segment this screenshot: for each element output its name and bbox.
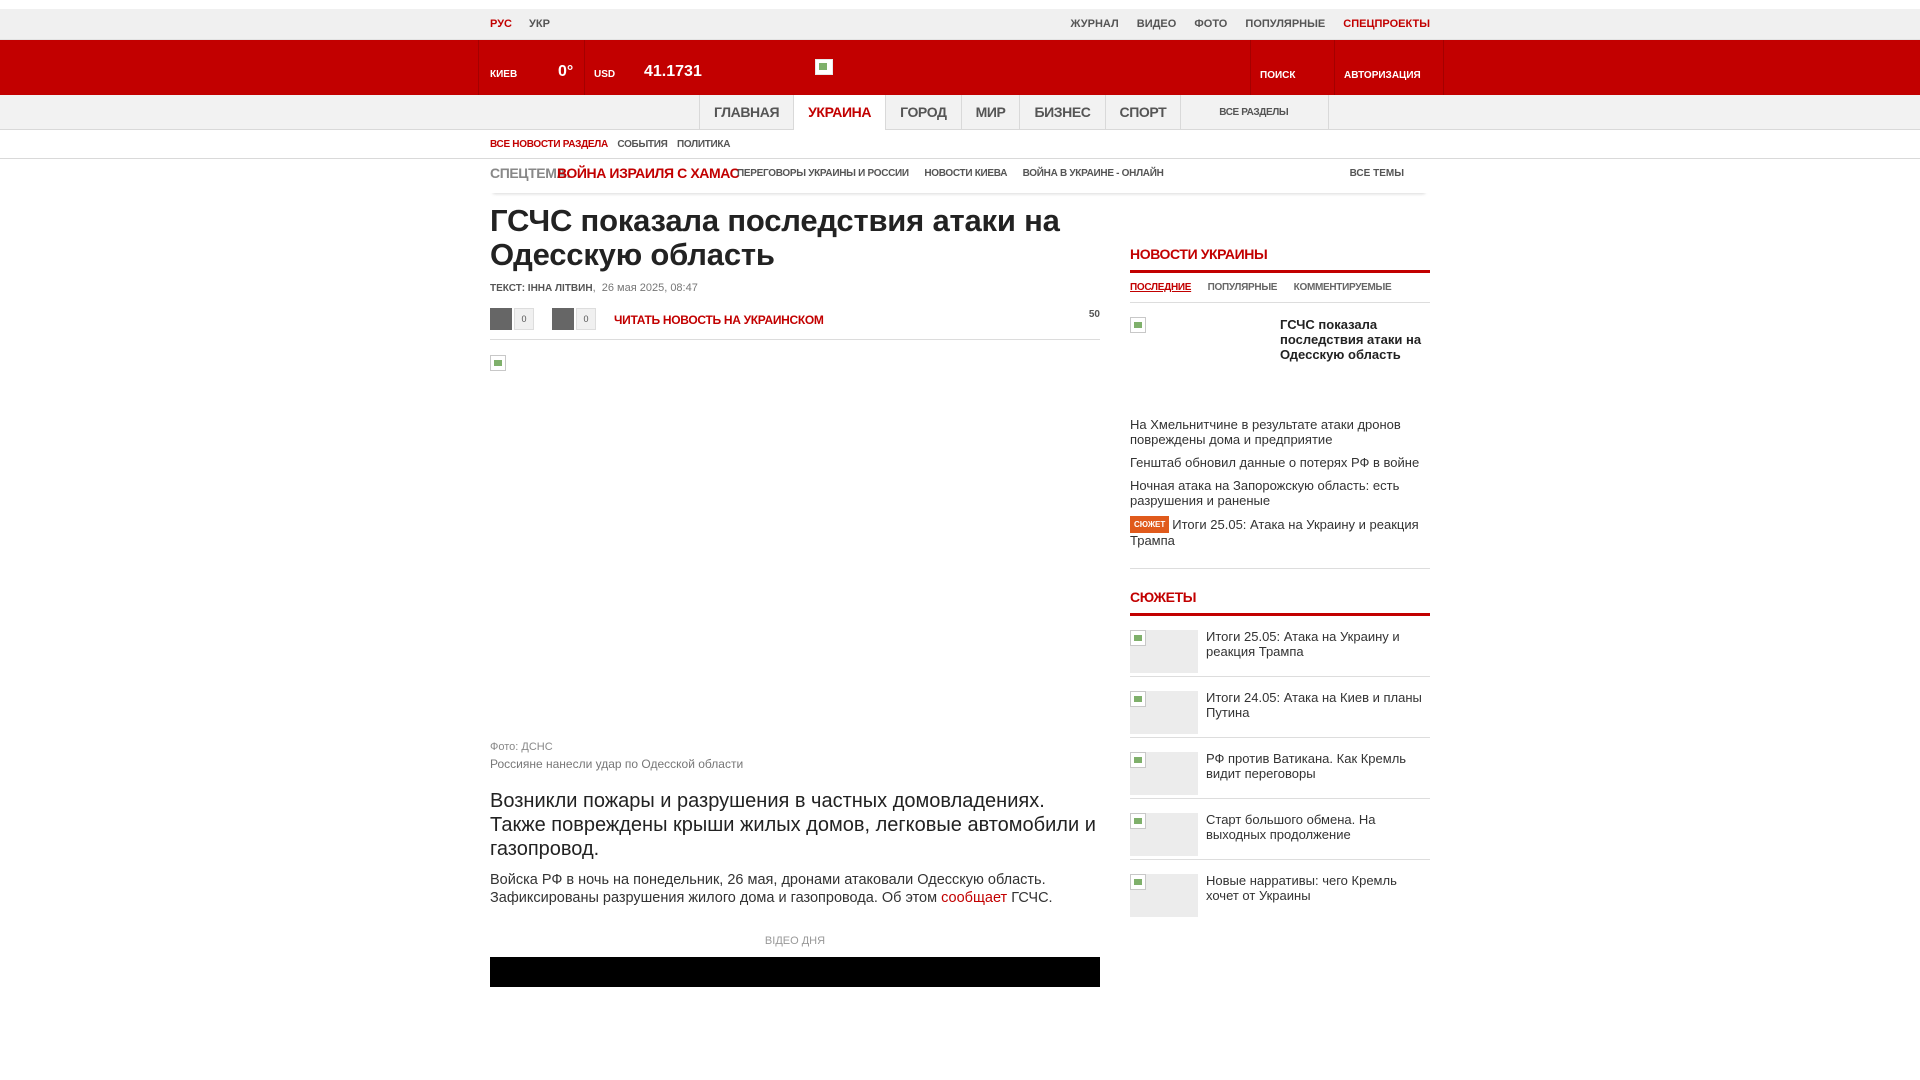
search-button[interactable]: ПОИСК [1260, 70, 1296, 81]
special-topic-main[interactable]: ВОЙНА ИЗРАИЛЯ С ХАМАС [557, 165, 740, 181]
header [0, 40, 1920, 95]
source-link[interactable]: сообщает [941, 890, 1008, 906]
top-link-photo[interactable]: ФОТО [1194, 18, 1228, 30]
nav-item-sport[interactable]: СПОРТ [1105, 95, 1181, 130]
list-item[interactable] [1130, 516, 1430, 548]
top-link-popular[interactable]: ПОПУЛЯРНЫЕ [1245, 18, 1326, 30]
subnav-all-news[interactable]: ВСЕ НОВОСТИ РАЗДЕЛА [490, 139, 608, 150]
special-topics-bar [490, 163, 1428, 193]
broken-image-icon [1130, 317, 1146, 333]
article-author[interactable]: ТЕКСТ: ІННА ЛІТВИН [490, 283, 593, 294]
share-count: 0 [514, 308, 534, 330]
sidebar-news-title[interactable]: НОВОСТИ УКРАИНЫ [1130, 246, 1430, 273]
top-link-special-projects[interactable]: СПЕЦПРОЕКТЫ [1343, 18, 1430, 30]
currency-code[interactable]: USD [594, 69, 616, 80]
list-item[interactable]: Генштаб обновил данные о потерях РФ в войне [1130, 455, 1420, 470]
nav-item-all-sections[interactable]: ВСЕ РАЗДЕЛЫ [1180, 95, 1329, 130]
list-item[interactable]: Ночная атака на Запорожскую область: есть разрушения и раненые [1130, 478, 1400, 508]
top-links [1056, 18, 1430, 30]
article-actions [490, 308, 1100, 340]
currency-rate: 41.1731 [644, 63, 702, 80]
news-tabs [1130, 282, 1430, 303]
site-logo-icon[interactable] [815, 59, 833, 75]
story-title[interactable]: Итоги 25.05: Атака на Украину и реакция Трампа [1206, 629, 1400, 659]
top-bar [0, 9, 1920, 40]
news-list [1130, 417, 1430, 548]
broken-image-icon [490, 355, 506, 371]
header-divider [1250, 40, 1251, 95]
nav-item-main[interactable]: ГЛАВНАЯ [699, 95, 793, 130]
story-thumbnail[interactable] [1130, 752, 1198, 795]
subnav-politics[interactable]: ПОЛИТИКА [677, 139, 731, 150]
read-in-ukrainian-link[interactable]: ЧИТАТЬ НОВОСТЬ НА УКРАИНСКОМ [614, 313, 824, 327]
main-nav [0, 95, 1920, 130]
broken-image-icon [1130, 691, 1146, 707]
telegram-icon[interactable] [552, 308, 574, 330]
story-thumbnail[interactable] [1130, 630, 1198, 673]
body-text: ГСЧС. [1007, 890, 1053, 906]
share-count: 0 [576, 308, 596, 330]
story-thumbnail[interactable] [1130, 691, 1198, 734]
top-link-journal[interactable]: ЖУРНАЛ [1070, 18, 1119, 30]
all-topics-link[interactable]: ВСЕ ТЕМЫ [1349, 168, 1404, 179]
facebook-icon[interactable] [490, 308, 512, 330]
share-telegram[interactable] [552, 308, 596, 330]
header-divider [1443, 40, 1444, 95]
top-link-video[interactable]: ВИДЕО [1136, 18, 1177, 30]
sidebar-stories-title[interactable]: СЮЖЕТЫ [1130, 589, 1430, 616]
broken-image-icon [1130, 630, 1146, 646]
article-photo [490, 355, 1100, 745]
share-facebook[interactable] [490, 308, 534, 330]
tab-popular[interactable]: ПОПУЛЯРНЫЕ [1207, 282, 1278, 293]
broken-image-icon [1130, 813, 1146, 829]
article-lead: Возникли пожары и разрушения в частных домовладениях. Также повреждены крыши жилых домов, легковые автомобили и газопровод. [490, 790, 1096, 860]
article-title: ГСЧС показала последствия атаки на Одесскую область [490, 203, 1060, 272]
video-player[interactable] [490, 957, 1100, 987]
story-title[interactable]: Итоги 24.05: Атака на Киев и планы Путина [1206, 690, 1422, 720]
header-divider [584, 40, 585, 95]
photo-caption: Россияне нанесли удар по Одесской области [490, 757, 744, 771]
section-subnav [0, 131, 1920, 159]
article-body [490, 871, 1100, 907]
sidebar [1130, 246, 1430, 921]
header-divider [1334, 40, 1335, 95]
top-news-item[interactable] [1130, 317, 1430, 417]
body-text: Войска РФ в ночь на понедельник, 26 мая, дронами атаковали Одесскую область. Зафиксированы разрушения жилого дома и газопровода. Об этом [490, 872, 1046, 906]
story-item[interactable] [1130, 738, 1430, 799]
lang-rus[interactable]: РУС [490, 18, 512, 30]
views-count: 50 [1088, 309, 1100, 320]
story-title[interactable]: РФ против Ватикана. Как Кремль видит переговоры [1206, 751, 1407, 781]
topic-link[interactable]: ПЕРЕГОВОРЫ УКРАИНЫ И РОССИИ [737, 168, 909, 179]
special-topic-label: СПЕЦТЕМА: [490, 165, 571, 181]
story-thumbnail[interactable] [1130, 874, 1198, 917]
weather-temp: 0° [558, 63, 574, 80]
top-news-title[interactable]: ГСЧС показала последствия атаки на Одесскую область [1280, 317, 1422, 362]
story-thumbnail[interactable] [1130, 813, 1198, 856]
nav-item-business[interactable]: БИЗНЕС [1019, 95, 1104, 130]
list-item-label: Итоги 25.05: Атака на Украину и реакция Трампа [1130, 517, 1419, 548]
story-item[interactable] [1130, 677, 1430, 738]
tab-latest[interactable]: ПОСЛЕДНИЕ [1130, 282, 1192, 293]
nav-item-ukraine[interactable]: УКРАИНА [793, 95, 885, 130]
language-switcher [490, 18, 564, 30]
tab-commented[interactable]: КОММЕНТИРУЕМЫЕ [1293, 282, 1392, 293]
subnav-events[interactable]: СОБЫТИЯ [617, 139, 668, 150]
story-item[interactable] [1130, 799, 1430, 860]
weather-city[interactable]: КИЕВ [490, 69, 518, 80]
divider [1130, 568, 1430, 569]
topic-link[interactable]: ВОЙНА В УКРАИНЕ - ОНЛАЙН [1022, 168, 1164, 179]
story-title[interactable]: Старт большого обмена. На выходных продолжение [1206, 812, 1376, 842]
broken-image-icon [1130, 874, 1146, 890]
photo-credit: Фото: ДСНС [490, 741, 553, 753]
login-button[interactable]: АВТОРИЗАЦИЯ [1344, 70, 1421, 81]
story-badge: СЮЖЕТ [1130, 516, 1169, 533]
nav-item-city[interactable]: ГОРОД [885, 95, 960, 130]
header-divider [478, 40, 479, 95]
article-meta: ТЕКСТ: ІННА ЛІТВИН, 26 мая 2025, 08:47 [490, 282, 698, 294]
article-date: 26 мая 2025, 08:47 [601, 282, 698, 294]
story-item[interactable] [1130, 616, 1430, 677]
list-item[interactable]: На Хмельнитчине в результате атаки дронов повреждены дома и предприятие [1130, 417, 1401, 447]
story-title[interactable]: Новые нарративы: чего Кремль хочет от Украины [1206, 873, 1397, 903]
nav-item-world[interactable]: МИР [961, 95, 1020, 130]
article [490, 204, 1100, 987]
broken-image-icon [1130, 752, 1146, 768]
video-of-day-label: ВІДЕО ДНЯ [764, 935, 826, 947]
story-item[interactable] [1130, 860, 1430, 921]
lang-ukr[interactable]: УКР [529, 18, 550, 30]
topic-link[interactable]: НОВОСТИ КИЕВА [924, 168, 1008, 179]
